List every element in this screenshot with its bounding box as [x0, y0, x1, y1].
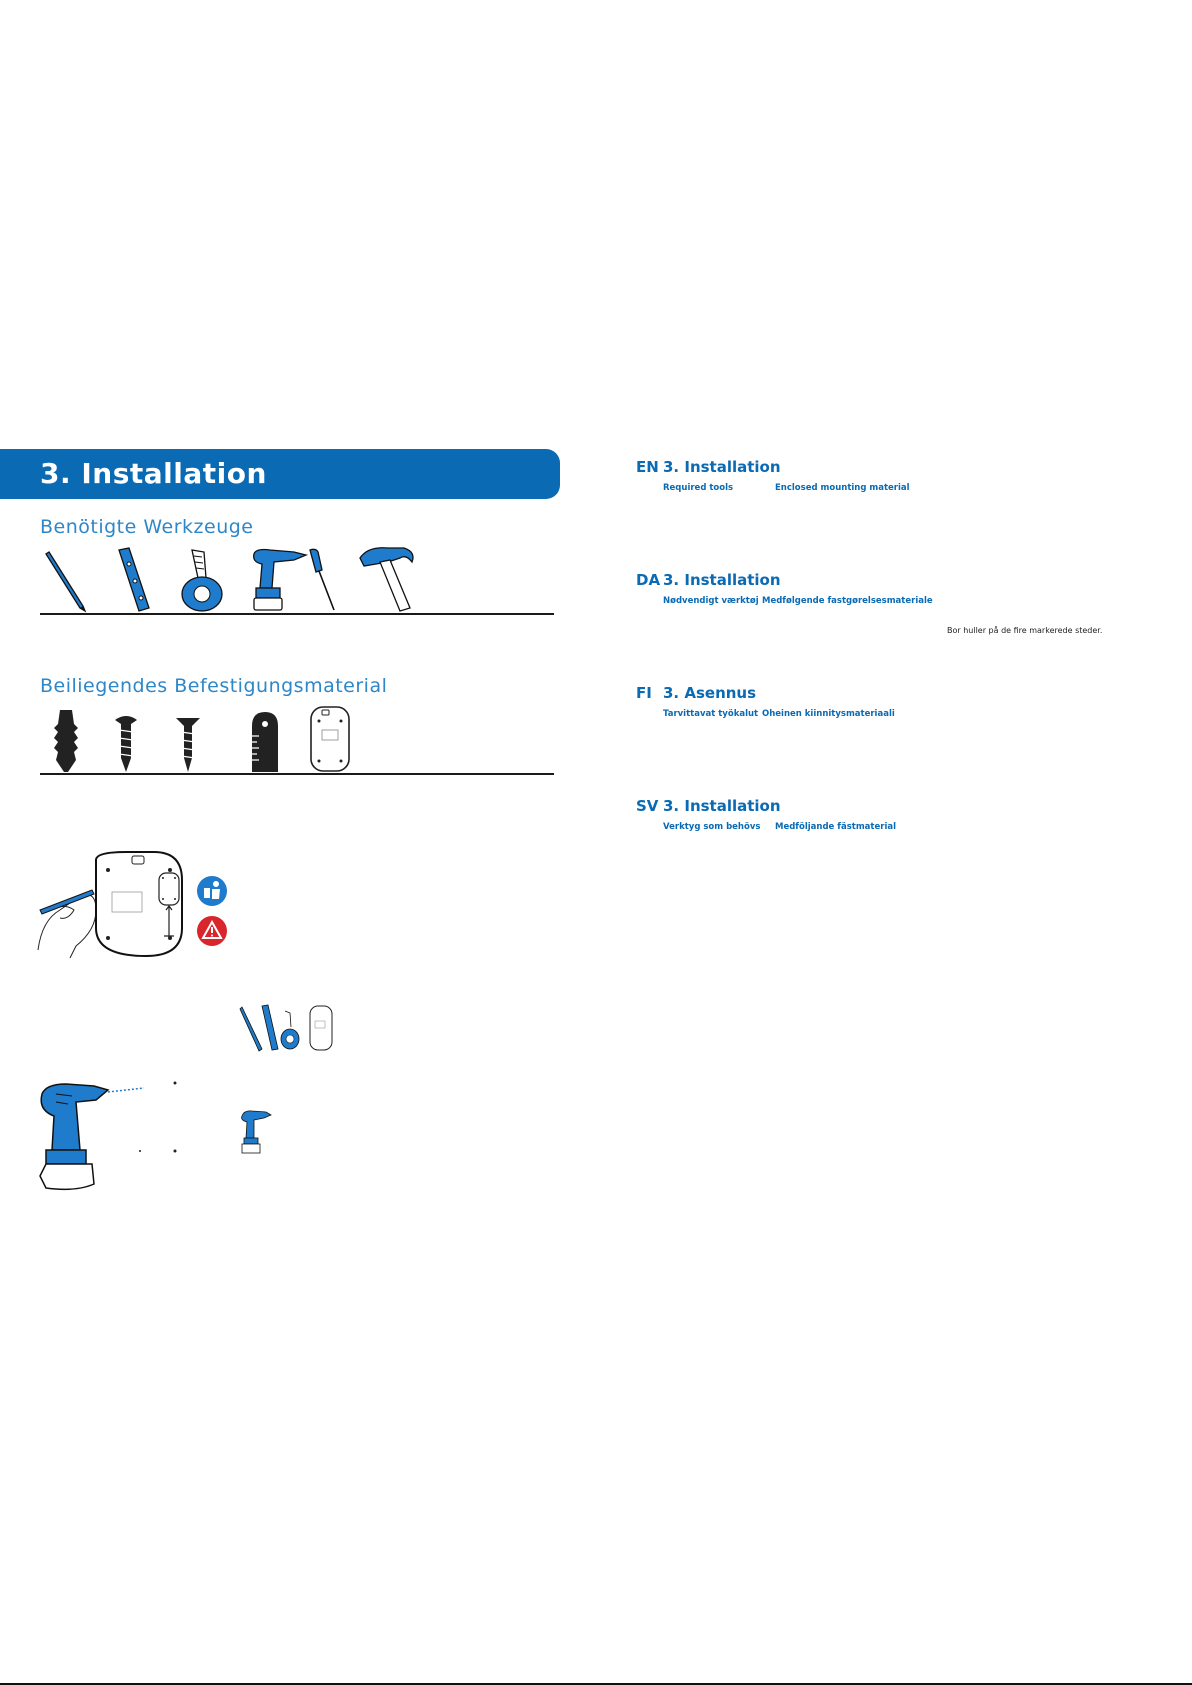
- lang-code-fi: FI: [636, 684, 652, 702]
- lang-note-da: Bor huller på de fire markerede steder.: [947, 626, 1103, 635]
- lang-title-fi: 3. Asennus: [663, 684, 757, 702]
- warning-icon: [197, 916, 227, 946]
- drill-template-icon: [250, 712, 280, 772]
- lang-tools-en: Required tools: [663, 483, 734, 493]
- material-divider: [40, 773, 554, 775]
- lang-tools-fi: Tarvittavat työkalut: [663, 709, 759, 719]
- spirit-level-icon: [115, 548, 155, 612]
- lang-material-en: Enclosed mounting material: [775, 483, 910, 493]
- tape-measure-icon: [180, 548, 228, 612]
- required-tools-cluster: [240, 1005, 335, 1053]
- section-title: 3. Installation: [40, 457, 267, 490]
- lang-title-en: 3. Installation: [663, 458, 781, 476]
- material-heading: Beiliegendes Befestigungsmaterial: [40, 675, 388, 697]
- wall-plug-icon: [52, 710, 80, 772]
- pencil-icon: [45, 550, 90, 612]
- mounting-plate-icon: [310, 706, 350, 772]
- lang-tools-da: Nødvendigt værktøj: [663, 596, 759, 606]
- drilling-illustration: [36, 1080, 216, 1192]
- lang-code-da: DA: [636, 571, 661, 589]
- hammer-icon: [358, 546, 418, 612]
- lang-code-en: EN: [636, 458, 659, 476]
- read-manual-icon: [197, 876, 227, 906]
- drill-small-icon: [240, 1110, 272, 1154]
- tools-heading: Benötigte Werkzeuge: [40, 516, 254, 538]
- lang-material-sv: Medföljande fästmaterial: [775, 822, 897, 832]
- lang-title-sv: 3. Installation: [663, 797, 781, 815]
- lang-material-da: Medfølgende fastgørelsesmateriale: [762, 596, 933, 606]
- lang-code-sv: SV: [636, 797, 659, 815]
- screw-icon: [176, 716, 200, 772]
- plate-height-icon: [158, 872, 180, 938]
- screw-icon: [115, 716, 137, 772]
- lang-material-fi: Oheinen kiinnitysmateriaali: [762, 709, 895, 719]
- lang-title-da: 3. Installation: [663, 571, 781, 589]
- screwdriver-icon: [308, 548, 342, 612]
- lang-tools-sv: Verktyg som behövs: [663, 822, 761, 832]
- drill-icon: [250, 548, 308, 612]
- tools-divider: [40, 613, 554, 615]
